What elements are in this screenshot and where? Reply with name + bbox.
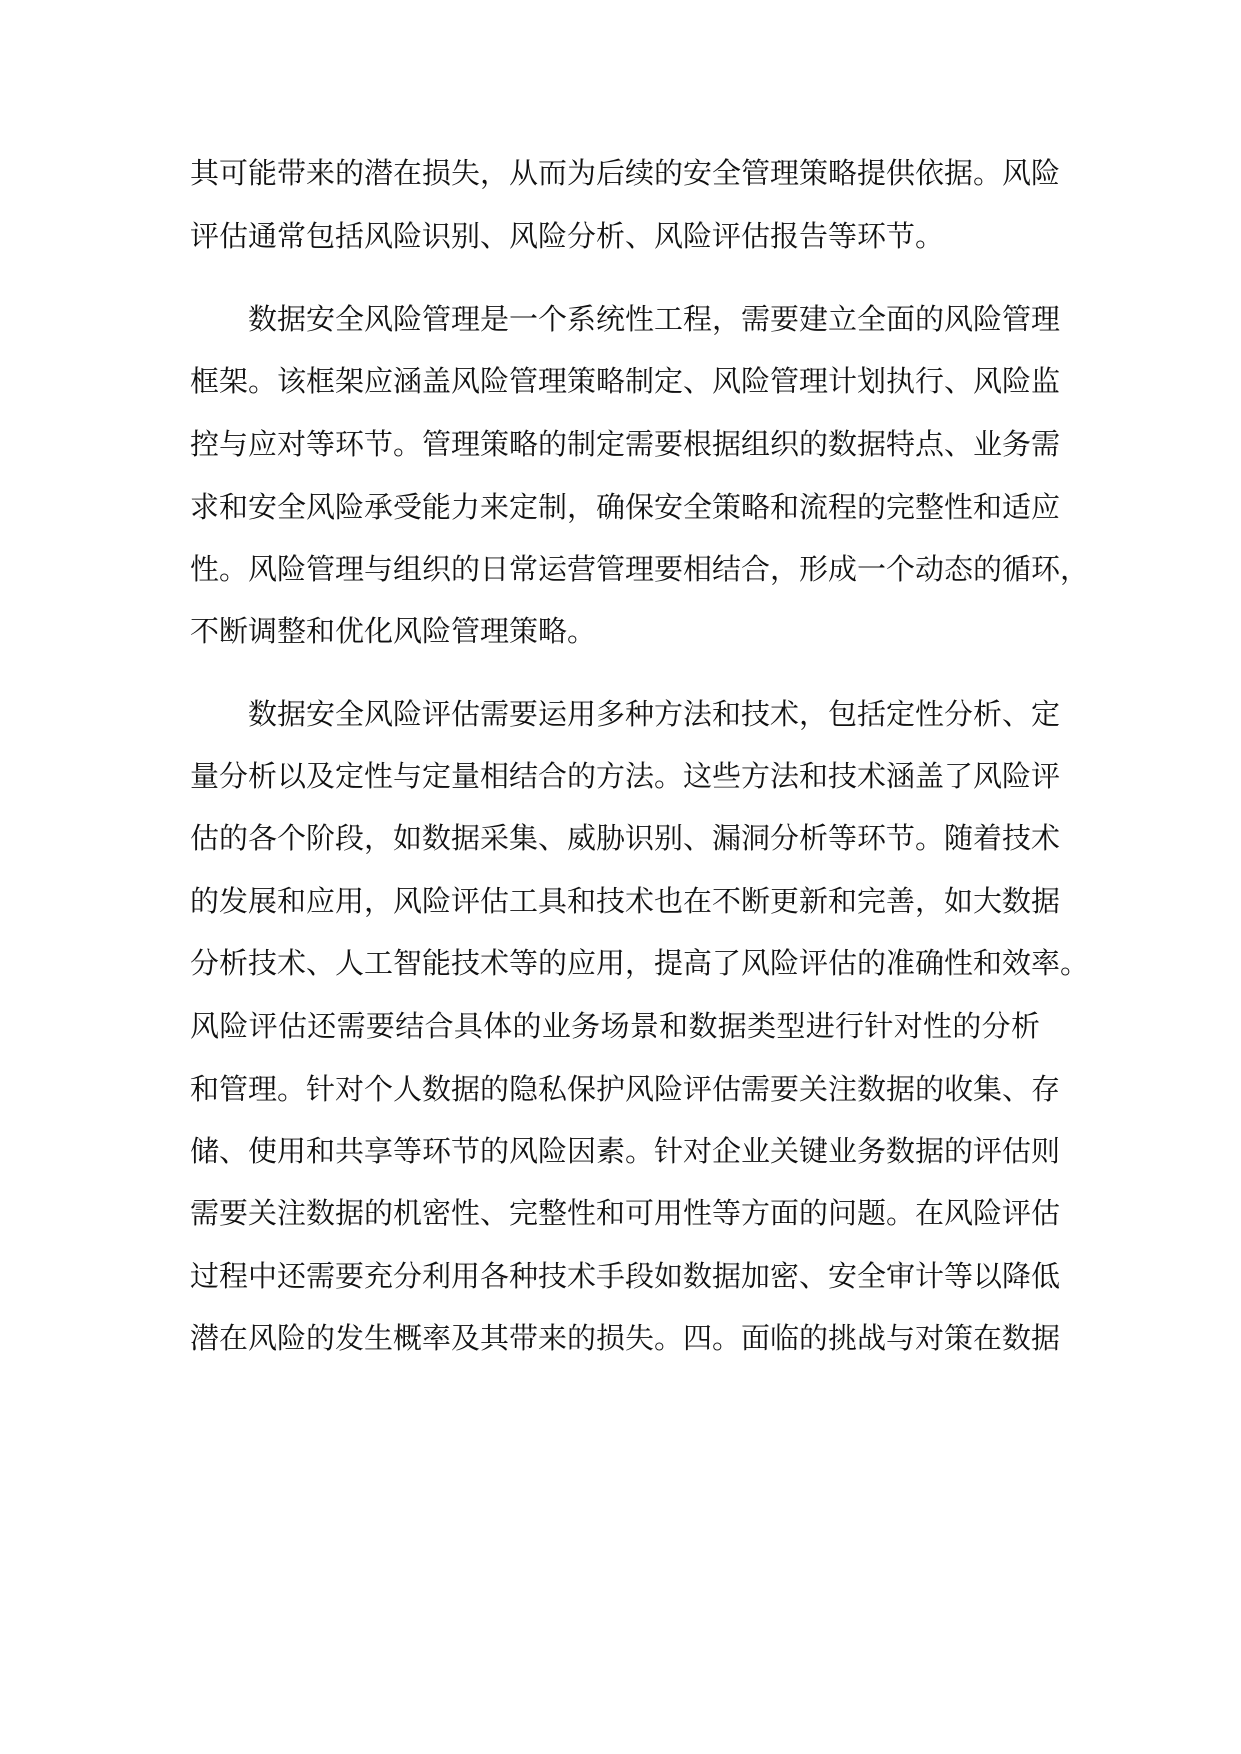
text-line: 估的各个阶段，如数据采集、威胁识别、漏洞分析等环节。随着技术 xyxy=(190,821,1061,855)
text-line: 过程中还需要充分利用各种技术手段如数据加密、安全审计等以降低 xyxy=(190,1259,1061,1293)
text-line: 分析技术、人工智能技术等的应用，提高了风险评估的准确性和效率。 xyxy=(190,946,1090,980)
text-line: 控与应对等环节。管理策略的制定需要根据组织的数据特点、业务需 xyxy=(190,427,1061,461)
text-line: 潜在风险的发生概率及其带来的损失。四。面临的挑战与对策在数据 xyxy=(190,1321,1061,1355)
text-line: 其可能带来的潜在损失，从而为后续的安全管理策略提供依据。风险 xyxy=(190,156,1061,190)
text-line: 风险评估还需要结合具体的业务场景和数据类型进行针对性的分析 xyxy=(190,1009,1040,1043)
text-line: 储、使用和共享等环节的风险因素。针对企业关键业务数据的评估则 xyxy=(190,1134,1061,1168)
text-line: 框架。该框架应涵盖风险管理策略制定、风险管理计划执行、风险监 xyxy=(190,364,1061,398)
text-line: 求和安全风险承受能力来定制，确保安全策略和流程的完整性和适应 xyxy=(190,490,1061,524)
text-line: 的发展和应用，风险评估工具和技术也在不断更新和完善，如大数据 xyxy=(190,884,1061,918)
text-line: 不断调整和优化风险管理策略。 xyxy=(190,614,597,648)
text-line: 评估通常包括风险识别、风险分析、风险评估报告等环节。 xyxy=(190,219,945,253)
text-line: 和管理。针对个人数据的隐私保护风险评估需要关注数据的收集、存 xyxy=(190,1072,1061,1106)
paragraph-first-line: 数据安全风险评估需要运用多种方法和技术，包括定性分析、定 xyxy=(248,697,1061,731)
paragraph-first-line: 数据安全风险管理是一个系统性工程，需要建立全面的风险管理 xyxy=(248,302,1061,336)
text-line: 量分析以及定性与定量相结合的方法。这些方法和技术涵盖了风险评 xyxy=(190,759,1061,793)
text-line: 性。风险管理与组织的日常运营管理要相结合，形成一个动态的循环， xyxy=(190,552,1090,586)
text-line: 需要关注数据的机密性、完整性和可用性等方面的问题。在风险评估 xyxy=(190,1196,1061,1230)
